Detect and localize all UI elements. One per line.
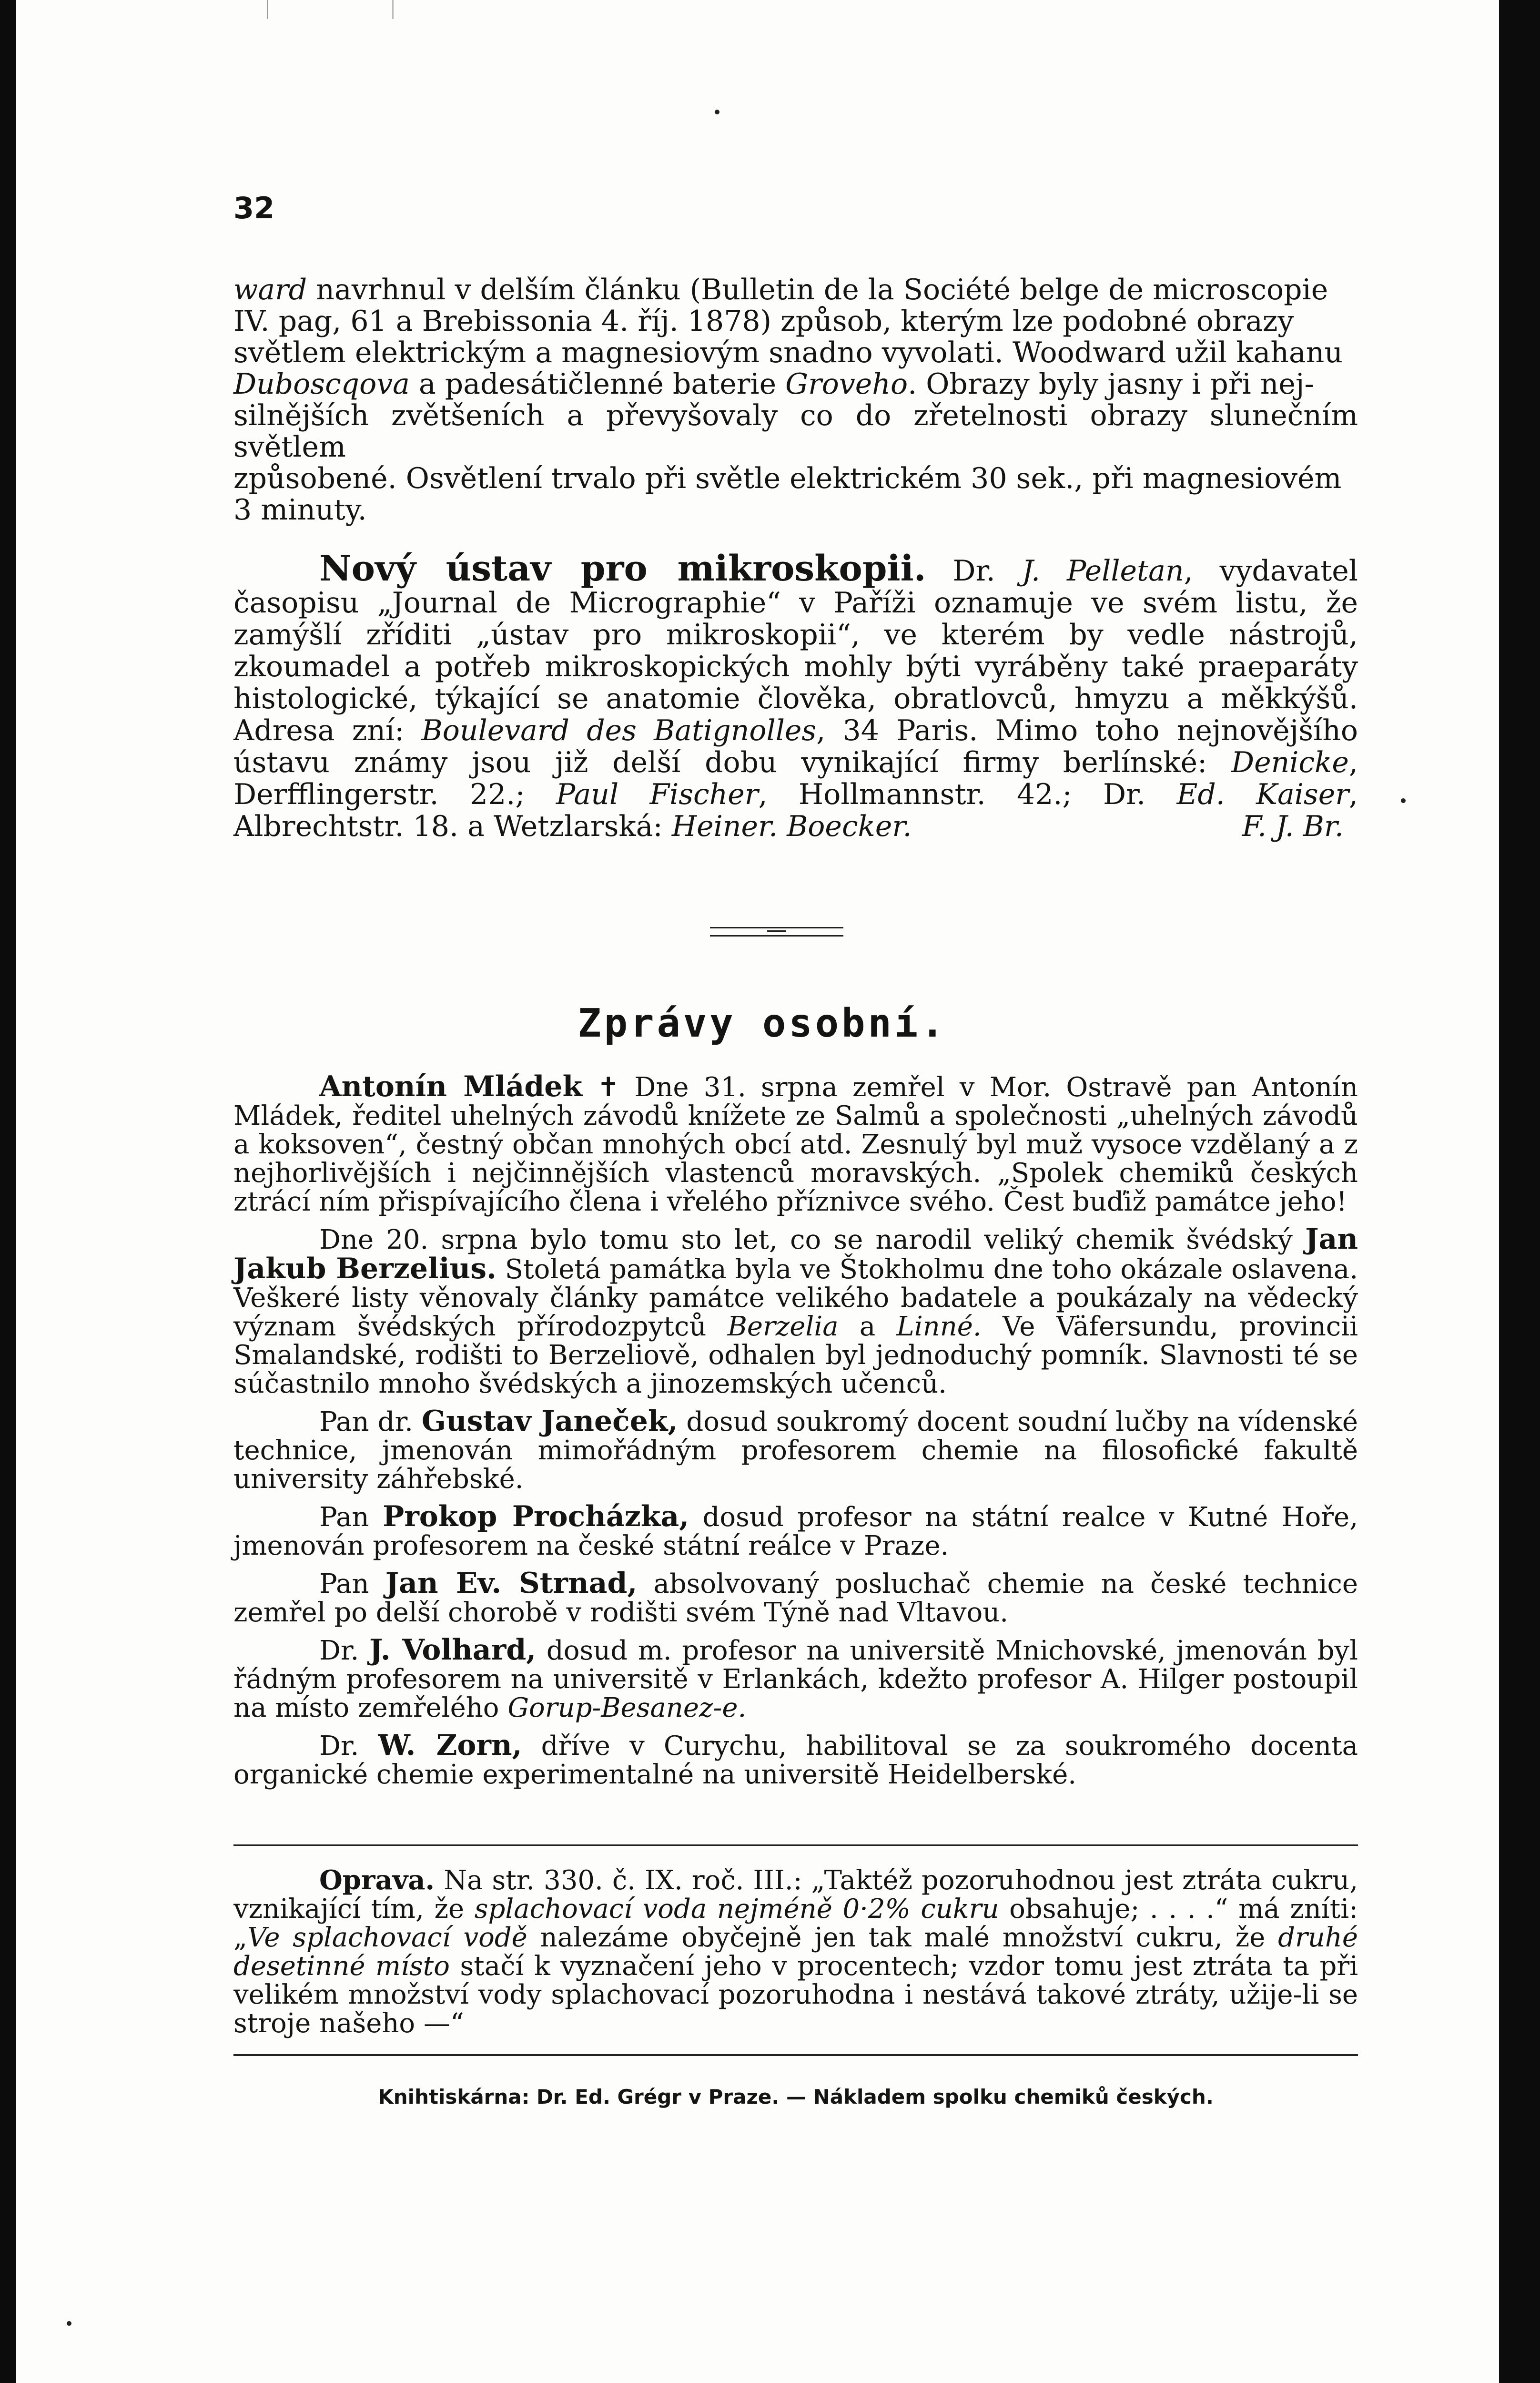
- scan-artifact-top: [267, 0, 394, 19]
- news-item: Dne 20. srpna bylo tomu sto let, co se narodil veliký chemik švédský Jan Jakub Berzelius. Stoletá památka byla ve Štokholmu dne toho okázale oslavena. Veškeré listy věnovaly články památce velikého badatele a poukázaly na vědecký význam švédských přírodozpytců Berzelia a Linné. Ve Väfersundu, provincii Smalandské, rodišti to Berzeliově, odhalen byl jednoduchý pomník. Slavnosti té se súčastnilo mnoho švédských a jinozemských učenců.: [233, 1222, 1358, 1399]
- personal-news: [233, 1072, 1358, 1798]
- news-item: Dr. W. Zorn, dříve v Curychu, habilitoval se za soukromého docenta organické chemie experimentalné na universitě Heidelberské.: [233, 1729, 1358, 1790]
- text-line: ward navrhnul v delším článku (Bulletin de la Société belge de microscopie: [233, 273, 1328, 306]
- news-item: Dr. J. Volhard, dosud m. profesor na universitě Mnichovské, jmenován byl řádným profesorem na universitě v Erlankách, kdežto profesor A. Hilger postoupil na místo zemřelého Gorup-Besanez-e.: [233, 1633, 1358, 1723]
- text-line: způsobené. Osvětlení trvalo při světle elektrickém 30 sek., při magnesiovém: [233, 462, 1342, 495]
- article-heading: Nový ústav pro mikroskopii.: [319, 548, 926, 589]
- text-line: IV. pag, 61 a Brebissonia 4. říj. 1878) způsob, kterým lze podobné obrazy: [233, 305, 1294, 338]
- page-number: 32: [233, 191, 275, 225]
- text-line: světlem elektrickým a magnesiovým snadno vyvolati. Woodward užil kahanu: [233, 336, 1343, 369]
- printer-imprint: Knihtiskárna: Dr. Ed. Grégr v Praze. — Nákladem spolku chemiků českých.: [378, 2085, 1214, 2108]
- article-microscopy-institute: [233, 548, 1358, 843]
- scan-speck: [67, 2321, 71, 2326]
- erratum: [233, 1866, 1358, 2038]
- text-line: Duboscqova a padesátičlenné baterie Groveho. Obrazy byly jasny i při nej-: [233, 367, 1314, 401]
- section-divider-ornament: [710, 927, 843, 937]
- text-line: 3 minuty.: [233, 493, 367, 527]
- horizontal-rule: [233, 2054, 1358, 2056]
- horizontal-rule: [233, 1844, 1358, 1846]
- scan-border-right: [1499, 0, 1540, 2383]
- author-signature: F. J. Br.: [1242, 810, 1344, 843]
- text-line: silnějších zvětšeních a převyšovaly co do zřetelnosti obrazy slunečním světlem: [233, 399, 1358, 464]
- news-item: Pan dr. Gustav Janeček, dosud soukromý docent soudní lučby na vídenské technice, jmenován mimořádným profesorem chemie na filosofické fakultě university záhřebské.: [233, 1405, 1358, 1495]
- scan-speck: [715, 110, 719, 114]
- scan-speck: [1401, 798, 1406, 803]
- scan-border-left: [0, 0, 16, 2383]
- section-title: Zprávy osobní.: [578, 1001, 947, 1046]
- news-item: Pan Jan Ev. Strnad, absolvovaný posluchač chemie na české technice zemřel po delší chorobě v rodišti svém Týně nad Vltavou.: [233, 1567, 1358, 1628]
- article-paragraph: Nový ústav pro mikroskopii. Dr. J. Pelletan, vydavatel časopisu „Journal de Micrographie“ v Paříži oznamuje ve svém listu, že zamýšlí zříditi „ústav pro mikroskopii“, ve kterém by vedle nástrojů, zkoumadel a potřeb mikroskopických mohly býti vyráběny také praeparáty histologické, týkající se anatomie člověka, obratlovců, hmyzu a měkkýšů. Adresa zní: Boulevard des Batignolles, 34 Paris. Mimo toho nejnovějšího ústavu známy jsou již delší dobu vynikající firmy berlínské: Denicke, Derfflingerstr. 22.; Paul Fischer, Hollmannstr. 42.; Dr. Ed. Kaiser, Albrechtstr. 18. a Wetzlarská: Heiner. Boecker. F. J. Br.: [233, 548, 1358, 843]
- news-item: Pan Prokop Procházka, dosud profesor na státní realce v Kutné Hoře, jmenován profesorem na české státní reálce v Praze.: [233, 1500, 1358, 1561]
- article-woodward: [233, 274, 1358, 526]
- news-item: Antonín Mládek ✝ Dne 31. srpna zemřel v Mor. Ostravě pan Antonín Mládek, ředitel uhelných závodů knížete ze Salmů a společnosti „uhelných závodů a koksoven“, čestný občan mnohých obcí atd. Zesnulý byl muž vysoce vzdělaný a z nejhorlivějších i nejčinnějších vlastenců moravských. „Spolek chemiků českých ztrácí ním přispívajícího člena i vřelého příznivce svého. Čest buďiž památce jeho!: [233, 1070, 1358, 1217]
- erratum-paragraph: Oprava. Na str. 330. č. IX. roč. III.: „Taktéž pozoruhodnou jest ztráta cukru, vznikající tím, že splachovací voda nejméně 0·2% cukru obsahuje; . . . .“ má zníti: „Ve splachovací vodě nalezáme obyčejně jen tak malé množství cukru, že druhé desetinné místo stačí k vyznačení jeho v procentech; vzdor tomu jest ztráta ta při velikém množství vody splachovací pozoruhodna i nestává takové ztráty, užije-li se stroje našeho —“: [233, 1864, 1358, 2039]
